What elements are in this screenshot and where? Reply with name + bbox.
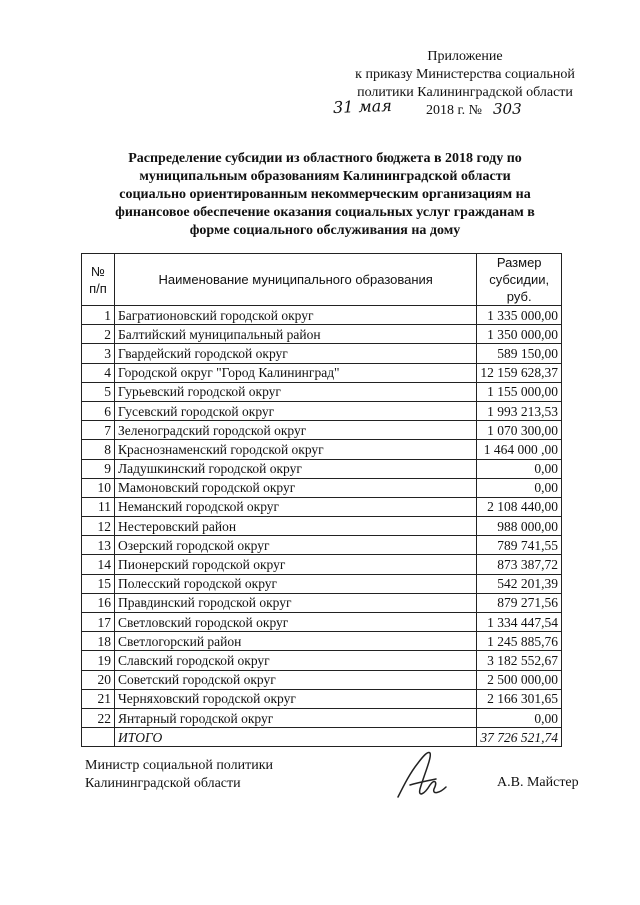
row-number: 14: [82, 555, 115, 574]
subsidy-value: 0,00: [477, 459, 562, 478]
row-number: 8: [82, 440, 115, 459]
subsidy-value: 1 245 885,76: [477, 632, 562, 651]
appendix-line: Приложение: [427, 49, 503, 64]
subsidy-value: 3 182 552,67: [477, 651, 562, 670]
total-label: ИТОГО: [115, 728, 477, 747]
row-number: 12: [82, 517, 115, 536]
row-number: 20: [82, 670, 115, 689]
title-line: Распределение субсидии из областного бюджета в 2018 году по: [128, 151, 522, 166]
header-name: Наименование муниципального образования: [115, 254, 477, 306]
table-row: [82, 344, 562, 363]
municipality-name: Черняховский городской округ: [115, 689, 477, 708]
municipality-name: Гусевский городской округ: [115, 401, 477, 420]
table-row: [82, 478, 562, 497]
minister-position: [85, 757, 273, 793]
row-number: 18: [82, 632, 115, 651]
table-row: [82, 574, 562, 593]
subsidy-value: 873 387,72: [477, 555, 562, 574]
table-row: [82, 401, 562, 420]
row-number: 2: [82, 325, 115, 344]
order-year: 2018 г. №: [426, 103, 483, 118]
position-line: Калининградской области: [85, 776, 241, 791]
municipality-name: Светловский городской округ: [115, 613, 477, 632]
table-row: [82, 459, 562, 478]
row-number: 3: [82, 344, 115, 363]
row-number: 16: [82, 593, 115, 612]
row-number: 22: [82, 708, 115, 727]
subsidy-value: 2 166 301,65: [477, 689, 562, 708]
subsidy-value: 589 150,00: [477, 344, 562, 363]
row-number: 13: [82, 536, 115, 555]
municipality-name: Гурьевский городской округ: [115, 382, 477, 401]
order-number: 303: [493, 100, 522, 118]
title-line: форме социального обслуживания на дому: [189, 223, 461, 238]
handwritten-date: 31 мая: [332, 95, 393, 118]
table-row: [82, 382, 562, 401]
municipality-name: Озерский городской округ: [115, 536, 477, 555]
municipality-name: Славский городской округ: [115, 651, 477, 670]
table-row: [82, 689, 562, 708]
row-number: 7: [82, 421, 115, 440]
subsidy-value: 1 335 000,00: [477, 306, 562, 325]
subsidy-value: 1 070 300,00: [477, 421, 562, 440]
table-row: [82, 421, 562, 440]
subsidy-value: 12 159 628,37: [477, 363, 562, 382]
municipality-name: Пионерский городской округ: [115, 555, 477, 574]
document-title: [95, 150, 555, 240]
row-number: 10: [82, 478, 115, 497]
table-row: [82, 708, 562, 727]
row-number: 17: [82, 613, 115, 632]
position-line: Министр социальной политики: [85, 758, 274, 773]
row-number: 21: [82, 689, 115, 708]
subsidy-value: 0,00: [477, 708, 562, 727]
row-number: 4: [82, 363, 115, 382]
subsidy-value: 879 271,56: [477, 593, 562, 612]
table-body: [82, 306, 562, 728]
title-line: муниципальным образованиям Калининградской области: [139, 169, 511, 184]
row-number: 11: [82, 497, 115, 516]
municipality-name: Городской округ "Город Калининград": [115, 363, 477, 382]
row-number: 9: [82, 459, 115, 478]
header-sum: Размер субсидии, руб.: [477, 254, 562, 306]
total-row: [82, 728, 562, 747]
subsidy-table: [81, 253, 562, 747]
table-row: [82, 555, 562, 574]
subsidy-value: 542 201,39: [477, 574, 562, 593]
title-line: финансовое обеспечение оказания социальных услуг гражданам в: [115, 205, 535, 220]
handwritten-signature: [390, 745, 450, 807]
subsidy-value: 2 108 440,00: [477, 497, 562, 516]
row-number: 6: [82, 401, 115, 420]
table-row: [82, 440, 562, 459]
row-number: 5: [82, 382, 115, 401]
municipality-name: Ладушкинский городской округ: [115, 459, 477, 478]
table-row: [82, 632, 562, 651]
subsidy-value: 1 155 000,00: [477, 382, 562, 401]
municipality-name: Неманский городской округ: [115, 497, 477, 516]
table-row: [82, 593, 562, 612]
subsidy-value: 1 464 000 ,00: [477, 440, 562, 459]
municipality-name: Янтарный городской округ: [115, 708, 477, 727]
table-row: [82, 670, 562, 689]
row-number: 15: [82, 574, 115, 593]
municipality-name: Зеленоградский городской округ: [115, 421, 477, 440]
table-row: [82, 613, 562, 632]
municipality-name: Гвардейский городской округ: [115, 344, 477, 363]
table-row: [82, 536, 562, 555]
subsidy-value: 2 500 000,00: [477, 670, 562, 689]
municipality-name: Светлогорский район: [115, 632, 477, 651]
subsidy-value: 1 350 000,00: [477, 325, 562, 344]
table-row: [82, 363, 562, 382]
table-header-row: [82, 254, 562, 306]
subsidy-value: 0,00: [477, 478, 562, 497]
municipality-name: Правдинский городской округ: [115, 593, 477, 612]
appendix-line: политики Калининградской области: [357, 85, 573, 100]
title-line: социально ориентированным некоммерческим организациям на: [119, 187, 531, 202]
table-row: [82, 497, 562, 516]
subsidy-value: 1 334 447,54: [477, 613, 562, 632]
municipality-name: Балтийский муниципальный район: [115, 325, 477, 344]
total-value: 37 726 521,74: [477, 728, 562, 747]
signer-name: А.В. Майстер: [497, 775, 579, 790]
row-number: 1: [82, 306, 115, 325]
table-row: [82, 306, 562, 325]
subsidy-value: 988 000,00: [477, 517, 562, 536]
municipality-name: Багратионовский городской округ: [115, 306, 477, 325]
header-number: № п/п: [82, 254, 115, 306]
table-row: [82, 517, 562, 536]
municipality-name: Мамоновский городской округ: [115, 478, 477, 497]
table-row: [82, 325, 562, 344]
total-empty-cell: [82, 728, 115, 747]
subsidy-value: 1 993 213,53: [477, 401, 562, 420]
municipality-name: Краснознаменский городской округ: [115, 440, 477, 459]
row-number: 19: [82, 651, 115, 670]
municipality-name: Советский городской округ: [115, 670, 477, 689]
municipality-name: Полесский городской округ: [115, 574, 477, 593]
subsidy-value: 789 741,55: [477, 536, 562, 555]
table-row: [82, 651, 562, 670]
appendix-line: к приказу Министерства социальной: [355, 67, 575, 82]
municipality-name: Нестеровский район: [115, 517, 477, 536]
